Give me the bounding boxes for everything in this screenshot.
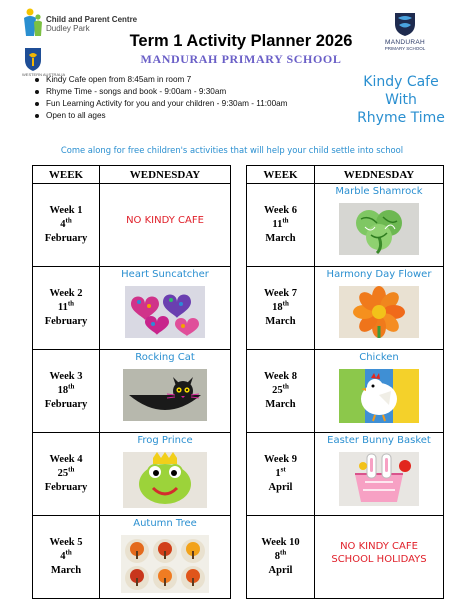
- harmony-flower-craft-image: [339, 286, 419, 338]
- kindy-heading-line: Rhyme Time: [357, 110, 445, 126]
- bullet-item: Fun Learning Activity for you and your children - 9:30am - 11:00am: [33, 98, 363, 110]
- kindy-heading-line: Kindy Cafe: [363, 74, 439, 90]
- activity-title: Heart Suncatcher: [121, 269, 209, 280]
- activity-cell: [100, 516, 231, 599]
- page-title: Term 1 Activity Planner 2026: [129, 32, 353, 50]
- activity-title: Easter Bunny Basket: [327, 435, 431, 446]
- day-column-header: WEDNESDAY: [100, 166, 231, 184]
- week-label: Week 4: [49, 454, 83, 465]
- activity-title: Marble Shamrock: [335, 186, 423, 197]
- day-suffix: th: [280, 548, 287, 557]
- week-label: Week 1: [49, 205, 83, 216]
- heart-suncatcher-craft-image: [125, 286, 205, 338]
- week-column-header: WEEK: [247, 166, 315, 184]
- no-kindy-cafe-notice: NO KINDY CAFE: [340, 541, 418, 552]
- school-holidays-notice: SCHOOL HOLIDAYS: [331, 554, 427, 565]
- no-kindy-cafe-notice: NO KINDY CAFE: [126, 215, 204, 226]
- day-number: 25: [57, 468, 69, 479]
- week-label: Week 2: [49, 288, 83, 299]
- chicken-craft-image: [339, 369, 419, 423]
- table-row: [247, 267, 444, 350]
- day-number: 4: [60, 219, 66, 230]
- day-number: 11: [57, 302, 68, 313]
- month-label: March: [265, 316, 296, 327]
- schedule-table-right: [246, 165, 444, 599]
- kindy-heading-line: With: [385, 92, 417, 108]
- activity-cell: [315, 267, 444, 350]
- wa-label: WESTERN AUSTRALIA: [22, 72, 66, 77]
- table-header-row: [33, 166, 231, 184]
- day-suffix: st: [280, 465, 286, 474]
- week-label: Week 9: [264, 454, 297, 465]
- table-row: [247, 350, 444, 433]
- activity-cell: [315, 350, 444, 433]
- day-number: 18: [272, 302, 283, 313]
- logo-school-name: MANDURAH: [385, 39, 425, 46]
- day-suffix: th: [68, 382, 75, 391]
- week-column-header: WEEK: [33, 166, 100, 184]
- day-number: 8: [274, 551, 280, 562]
- week-cell: [247, 516, 315, 599]
- activity-cell: [315, 184, 444, 267]
- autumn-tree-craft-image: [121, 535, 209, 593]
- week-cell: [247, 267, 315, 350]
- tagline: Come along for free children's activities that will help your child settle into school: [60, 145, 404, 155]
- week-cell: [33, 516, 100, 599]
- activity-cell: [315, 433, 444, 516]
- week-label: Week 10: [261, 537, 300, 548]
- bunny-basket-craft-image: [339, 452, 419, 506]
- day-number: 25: [272, 385, 283, 396]
- week-cell: [247, 184, 315, 267]
- school-name: MANDURAH PRIMARY SCHOOL: [140, 52, 342, 66]
- activity-title: Autumn Tree: [133, 518, 197, 529]
- day-suffix: th: [65, 216, 72, 225]
- day-suffix: th: [282, 382, 289, 391]
- activity-title: Rocking Cat: [135, 352, 195, 363]
- child-parent-centre-logo: [22, 8, 142, 78]
- centre-name: Child and Parent Centre: [46, 15, 138, 24]
- activity-cell: [100, 184, 231, 267]
- week-cell: [33, 433, 100, 516]
- month-label: February: [44, 399, 88, 410]
- logo-school-sub: PRIMARY SCHOOL: [384, 46, 426, 51]
- school-shield-icon: [394, 12, 416, 37]
- table-row: [33, 184, 231, 267]
- month-label: February: [44, 316, 88, 327]
- activity-title: Harmony Day Flower: [326, 269, 432, 280]
- frog-prince-craft-image: [123, 452, 207, 508]
- month-label: April: [268, 482, 293, 493]
- info-bullet-list: [33, 74, 363, 122]
- activity-title: Frog Prince: [137, 435, 193, 446]
- day-number: 11: [272, 219, 283, 230]
- activity-title: Chicken: [359, 352, 399, 363]
- month-label: March: [265, 233, 296, 244]
- day-number: 18: [57, 385, 69, 396]
- day-number: 1: [275, 468, 281, 479]
- week-cell: [247, 350, 315, 433]
- day-column-header: WEDNESDAY: [315, 166, 444, 184]
- week-label: Week 8: [264, 371, 297, 382]
- day-number: 4: [60, 551, 66, 562]
- week-cell: [247, 433, 315, 516]
- table-row: [247, 184, 444, 267]
- week-label: Week 5: [49, 537, 83, 548]
- kindy-cafe-heading: [345, 73, 457, 127]
- month-label: February: [44, 233, 88, 244]
- day-suffix: th: [282, 299, 289, 308]
- centre-location: Dudley Park: [46, 24, 90, 33]
- table-row: [33, 516, 231, 599]
- day-suffix: th: [67, 299, 75, 308]
- activity-cell: [100, 267, 231, 350]
- marble-shamrock-craft-image: [339, 203, 419, 255]
- wa-crest-icon: [24, 46, 42, 72]
- week-cell: [33, 267, 100, 350]
- table-row: [33, 267, 231, 350]
- activity-cell: [100, 433, 231, 516]
- day-suffix: th: [282, 216, 289, 225]
- activity-cell: [315, 516, 444, 599]
- week-label: Week 7: [264, 288, 297, 299]
- table-header-row: [247, 166, 444, 184]
- table-row: [247, 516, 444, 599]
- activity-cell: [100, 350, 231, 433]
- child-figure-icon: [22, 8, 44, 38]
- week-label: Week 3: [49, 371, 83, 382]
- day-suffix: th: [65, 548, 72, 557]
- day-suffix: th: [68, 465, 75, 474]
- month-label: March: [265, 399, 296, 410]
- mandurah-ps-logo: [378, 12, 432, 68]
- month-label: March: [50, 565, 82, 576]
- table-row: [33, 350, 231, 433]
- schedule-table-left: [32, 165, 231, 599]
- table-row: [33, 433, 231, 516]
- month-label: February: [44, 482, 88, 493]
- week-cell: [33, 350, 100, 433]
- bullet-item: Open to all ages: [33, 110, 363, 122]
- bullet-item: Rhyme Time - songs and book - 9:00am - 9:30am: [33, 86, 363, 98]
- bullet-item: Kindy Cafe open from 8:45am in room 7: [33, 74, 363, 86]
- month-label: April: [268, 565, 293, 576]
- week-cell: [33, 184, 100, 267]
- rocking-cat-craft-image: [123, 369, 207, 421]
- table-row: [247, 433, 444, 516]
- week-label: Week 6: [264, 205, 297, 216]
